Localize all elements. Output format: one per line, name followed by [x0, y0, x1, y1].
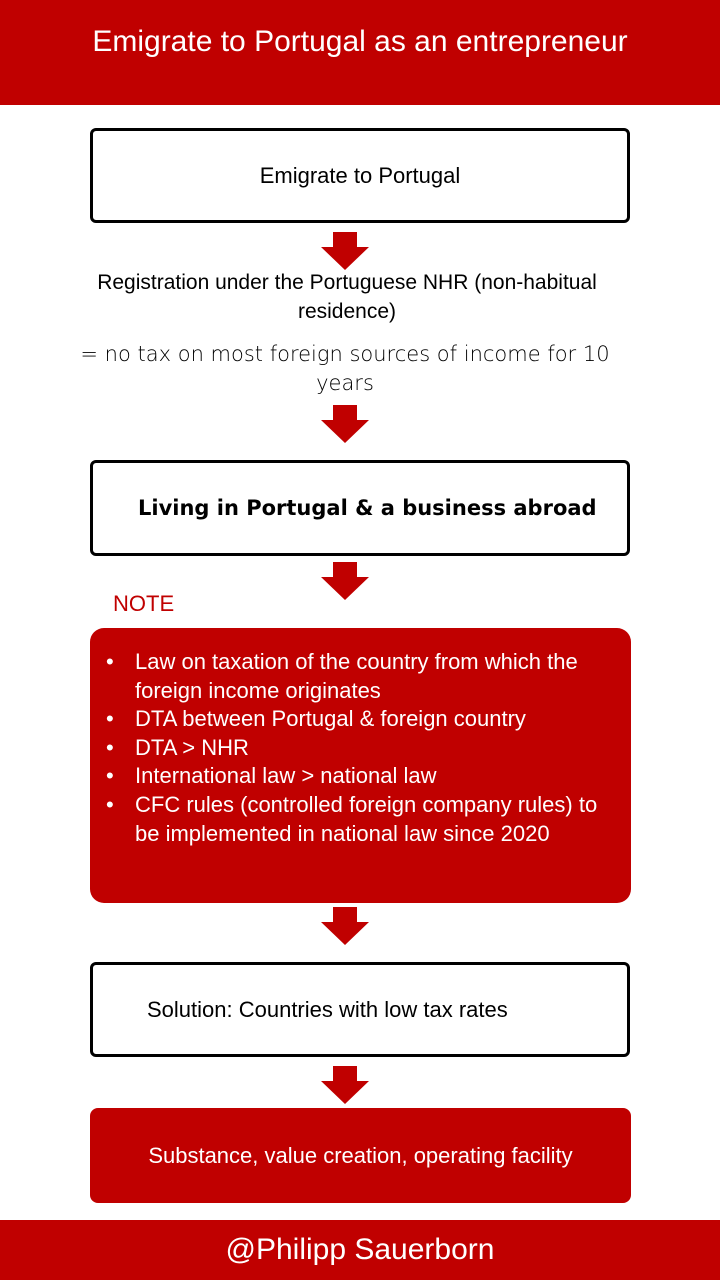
down-arrow-icon — [321, 405, 369, 443]
bullet-icon: • — [106, 763, 114, 789]
bullet-icon: • — [106, 734, 114, 760]
down-arrow-icon — [321, 562, 369, 600]
page-title: Emigrate to Portugal as an entrepreneur — [92, 25, 628, 58]
down-arrow-icon — [321, 232, 369, 270]
note-item: • DTA between Portugal & foreign country — [104, 705, 613, 734]
step-solution-label: Solution: Countries with low tax rates — [147, 996, 508, 1022]
note-item: • Law on taxation of the country from which the foreign income originates — [106, 649, 578, 703]
down-arrow-icon — [321, 907, 369, 945]
step-living-label: Living in Portugal & a business abroad — [138, 496, 597, 520]
footer-banner — [0, 1220, 720, 1280]
note-list — [104, 648, 613, 848]
note-box — [90, 628, 631, 903]
note-item: • CFC rules (controlled foreign company rules) to be implemented in national law since 2020 — [106, 791, 598, 846]
down-arrow-icon — [321, 1066, 369, 1104]
header-banner — [0, 0, 720, 105]
step-emigrate-label: Emigrate to Portugal — [259, 162, 461, 188]
bullet-icon: • — [106, 649, 114, 674]
author-handle: @Philipp Sauerborn — [225, 1233, 495, 1266]
bullet-icon: • — [106, 706, 114, 732]
step-living-box — [90, 460, 630, 556]
bullet-icon: • — [106, 791, 114, 817]
step-emigrate-box — [90, 128, 630, 223]
step-substance-box — [90, 1108, 631, 1203]
note-label: NOTE — [113, 591, 175, 616]
note-item: • International law > national law — [104, 762, 613, 791]
step-solution-box — [90, 962, 630, 1057]
note-item: • DTA > NHR — [104, 734, 613, 763]
registration-text: Registration under the Portuguese NHR (non-habitual residence) — [97, 271, 597, 323]
tax-benefit-text: = no tax on most foreign sources of income for 10 years — [80, 342, 610, 395]
step-substance-label: Substance, value creation, operating facility — [148, 1142, 573, 1168]
